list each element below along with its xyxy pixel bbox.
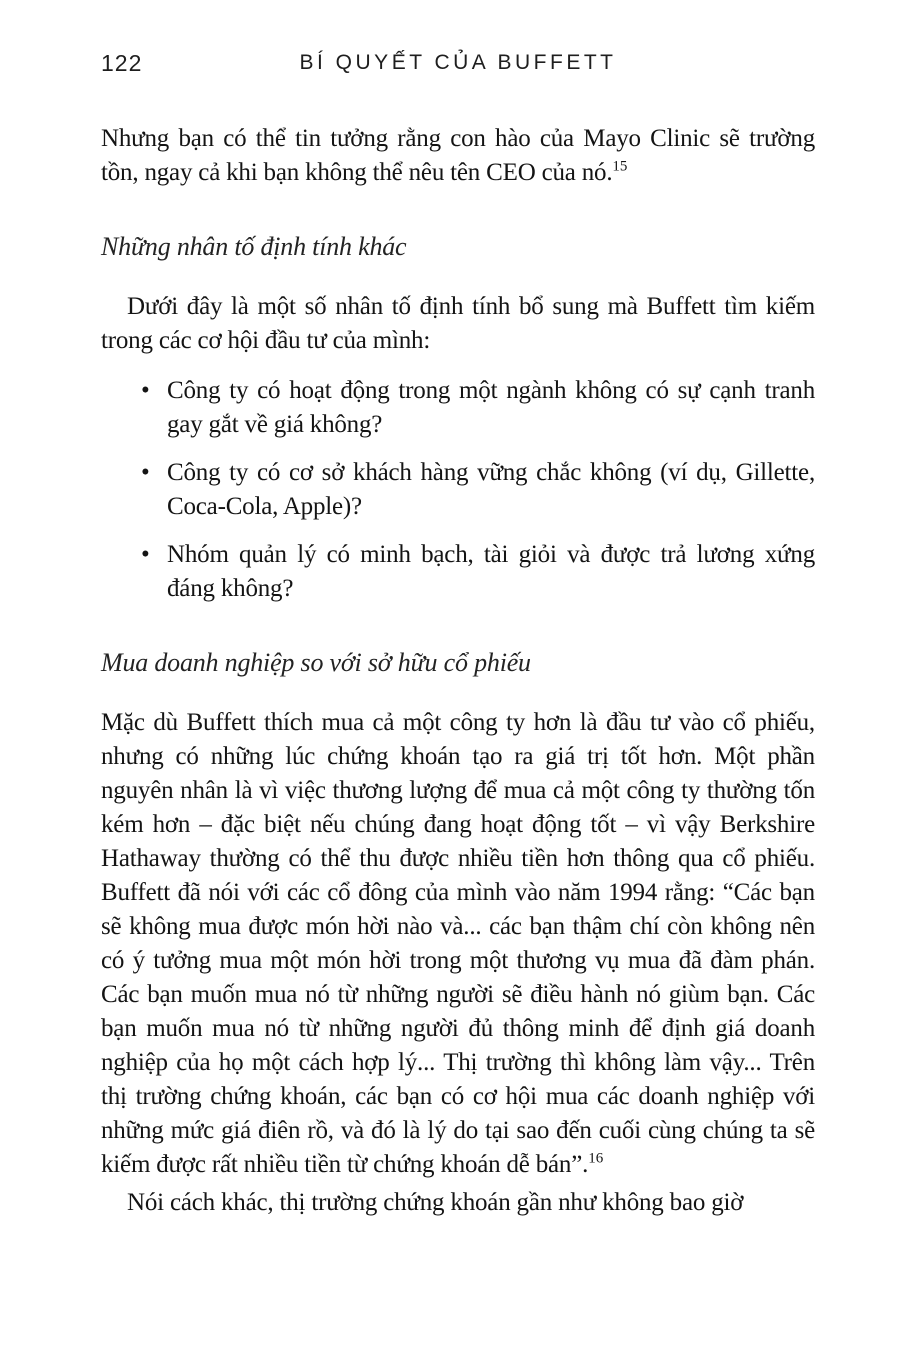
paragraph-mayo-clinic <box>101 122 815 190</box>
page-body <box>101 122 815 1220</box>
list-item <box>101 538 815 606</box>
footnote-ref-15: 15 <box>612 158 628 175</box>
list-item <box>101 374 815 442</box>
bullet-text: Công ty có cơ sở khách hàng vững chắc không (ví dụ, Gillette, Coca-Cola, Apple)? <box>167 459 815 520</box>
section-heading-qualitative-factors: Những nhân tố định tính khác <box>101 232 407 261</box>
paragraph-closing: Nói cách khác, thị trường chứng khoán gần như không bao giờ <box>127 1189 744 1216</box>
paragraph-list-intro: Dưới đây là một số nhân tố định tính bổ sung mà Buffett tìm kiếm trong các cơ hội đầu tư của mình: <box>101 293 815 354</box>
list-item <box>101 456 815 524</box>
footnote-ref-16: 16 <box>588 1150 604 1167</box>
bullet-text: Công ty có hoạt động trong một ngành không có sự cạnh tranh gay gắt về giá không? <box>167 377 815 438</box>
bullet-icon: • <box>141 541 150 568</box>
section-heading-business-vs-stock: Mua doanh nghiệp so với sở hữu cổ phiếu <box>101 648 531 677</box>
paragraph-text: Nhưng bạn có thể tin tưởng rằng con hào của Mayo Clinic sẽ trường tồn, ngay cả khi bạn không thể nêu tên CEO của nó. <box>101 125 815 186</box>
paragraph-text: Mặc dù Buffett thích mua cả một công ty hơn là đầu tư vào cổ phiếu, nhưng có những lúc chứng khoán tạo ra giá trị tốt hơn. Một phần nguyên nhân là vì việc thương lượng để mua cả một công ty thường tốn kém hơn – đặc biệt nếu chúng đang hoạt động tốt – vì vậy Berkshire Hathaway thường có thể thu được nhiều tiền hơn thông qua cổ phiếu. Buffett đã nói với các cổ đông của mình vào năm 1994 rằng: “Các bạn sẽ không mua được món hời nào và... các bạn thậm chí còn không nên có ý tưởng mua một món hời trong một thương vụ mua đã đàm phán. Các bạn muốn mua nó từ những người sẽ điều hành nó giùm bạn. Các bạn muốn mua nó từ những người đủ thông minh để định giá doanh nghiệp của họ một cách hợp lý... Thị trường thì không làm vậy... Trên thị trường chứng khoán, các bạn có cơ hội mua các doanh nghiệp với những mức giá điên rồ, và đó là lý do tại sao đến cuối cùng chúng ta sẽ kiếm được rất nhiều tiền từ chứng khoán dễ bán”. <box>101 709 815 1178</box>
page-header <box>101 50 815 80</box>
bullet-list <box>101 374 815 606</box>
paragraph-buffett-quote <box>101 706 815 1182</box>
bullet-icon: • <box>141 459 150 486</box>
page-number: 122 <box>101 50 143 76</box>
bullet-text: Nhóm quản lý có minh bạch, tài giỏi và được trả lương xứng đáng không? <box>167 541 815 602</box>
bullet-icon: • <box>141 377 150 404</box>
running-title: BÍ QUYẾT CỦA BUFFETT <box>299 51 617 74</box>
